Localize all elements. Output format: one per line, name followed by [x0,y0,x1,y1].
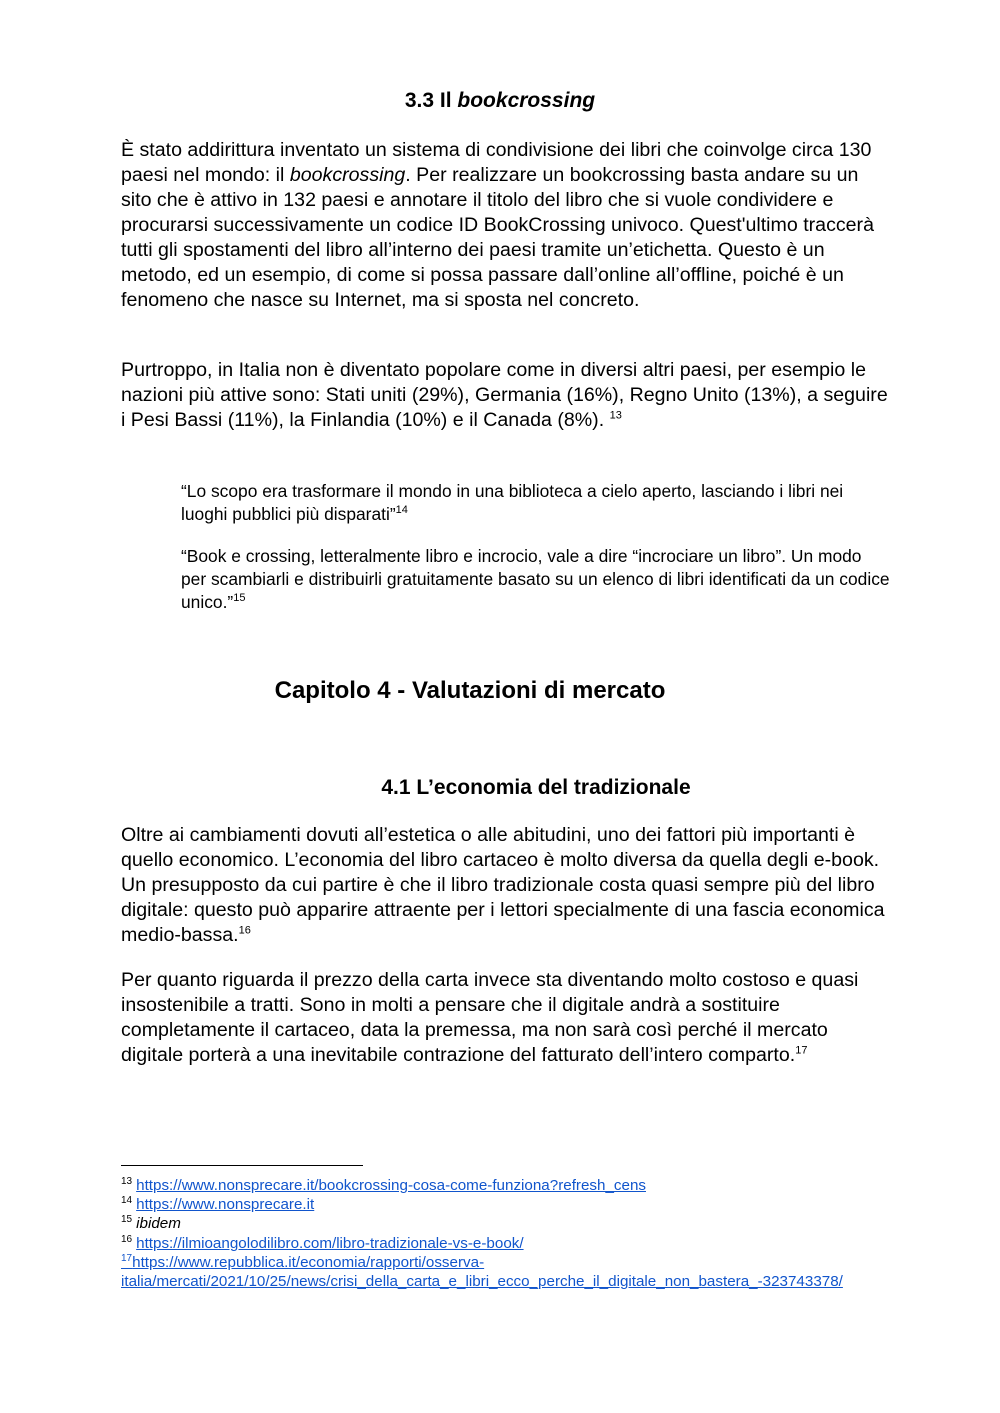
section-4-1-heading: 4.1 L’economia del tradizionale [381,776,691,799]
footnote-link-text: https://www.repubblica.it/economia/rapporti/osserva-italia/mercati/2021/10/25/news/crisi_della_carta_e_libri_ecco_perche_il_digitale_non_bastera_-323743378/ [121,1254,843,1290]
footnote-16 [121,1234,891,1253]
footnote-text: ibidem [136,1215,181,1232]
footnote-13 [121,1176,891,1195]
footnote-ref-17: 17 [795,1044,808,1057]
paragraph-text: Oltre ai cambiamenti dovuti all’estetica o alle abitudini, uno dei fattori più importanti è quello economico. L’economia del libro cartaceo è molto diversa da quella degli e-book. Un presupposto da cui partire è che il libro tradizionale costa quasi sempre più del libro digitale: questo può apparire attraente per i lettori specialmente di una fascia economica medio-bassa. [121,824,885,946]
footnote-15 [121,1214,891,1233]
footnote-14 [121,1195,891,1214]
footnote-17 [121,1253,881,1291]
paragraph-text: Per quanto riguarda il prezzo della carta invece sta diventando molto costoso e quasi insostenibile a tratti. Sono in molti a pensare che il digitale andrà a sostituire completamente il cartaceo, data la premessa, ma non sarà così perché il mercato digitale porterà a una inevitabile contrazione del fatturato dell’intero comparto. [121,969,859,1066]
paragraph-economia-tradizionale [121,823,891,948]
paragraph-bookcrossing-intro [121,138,891,313]
footnote-number: 17 [121,1252,133,1264]
paragraph-text: Purtroppo, in Italia non è diventato popolare come in diversi altri paesi, per esempio le nazioni più attive sono: Stati uniti (29%), Germania (16%), Regno Unito (13%), a seguire i Pesi Bassi (11%), la Finlandia (10%) e il Canada (8%). [121,359,888,431]
footnote-ref-15: 15 [233,592,246,605]
paragraph-bookcrossing-stats [121,358,891,433]
block-quote-2 [181,545,891,614]
footnote-number: 13 [121,1175,133,1187]
quote-text: “Lo scopo era trasformare il mondo in una biblioteca a cielo aperto, lasciando i libri nei luoghi pubblici più disparati” [181,481,844,524]
footnote-separator [121,1165,363,1166]
footnote-number: 16 [121,1233,133,1245]
footnote-number: 14 [121,1194,133,1206]
footnote-ref-16: 16 [238,924,251,937]
footnote-link[interactable]: https://www.nonsprecare.it [136,1196,315,1213]
footnote-ref-14: 14 [395,504,408,517]
quote-text: “Book e crossing, letteralmente libro e incrocio, vale a dire “incrociare un libro”. Un modo per scambiarli e distribuirli gratuitamente basato su un elenco di libri identificati da un codice unico.” [181,546,890,612]
footnote-number: 15 [121,1213,133,1225]
footnote-ref-13: 13 [609,409,622,422]
footnote-link[interactable]: https://ilmioangolodilibro.com/libro-tradizionale-vs-e-book/ [136,1235,524,1252]
block-quote-1 [181,480,891,526]
paragraph-prezzo-carta [121,968,891,1068]
paragraph-text: È stato addirittura inventato un sistema di condivisione dei libri che coinvolge circa 130 paesi nel mondo: il [121,139,872,186]
footnote-link[interactable]: https://www.nonsprecare.it/bookcrossing-cosa-come-funziona?refresh_cens [136,1177,646,1194]
chapter-4-heading: Capitolo 4 - Valutazioni di mercato [274,677,666,704]
paragraph-text: . Per realizzare un bookcrossing basta andare su un sito che è attivo in 132 paesi e annotare il titolo del libro che si vuole condividere e procurarsi successivamente un codice ID BookCrossing univoco. Quest'ultimo traccerà tutti gli spostamenti del libro all’interno dei paesi tramite un’etichetta. Questo è un metodo, ed un esempio, di come si possa passare dall’online all’offline, poiché è un fenomeno che nasce su Internet, ma si sposta nel concreto. [121,164,874,311]
section-3-3-heading-italic: bookcrossing [457,89,596,112]
section-3-3-heading-prefix: 3.3 Il [404,89,458,112]
section-3-3-heading [0,89,1000,113]
paragraph-italic: bookcrossing [289,164,406,186]
footnote-link[interactable] [121,1254,843,1290]
